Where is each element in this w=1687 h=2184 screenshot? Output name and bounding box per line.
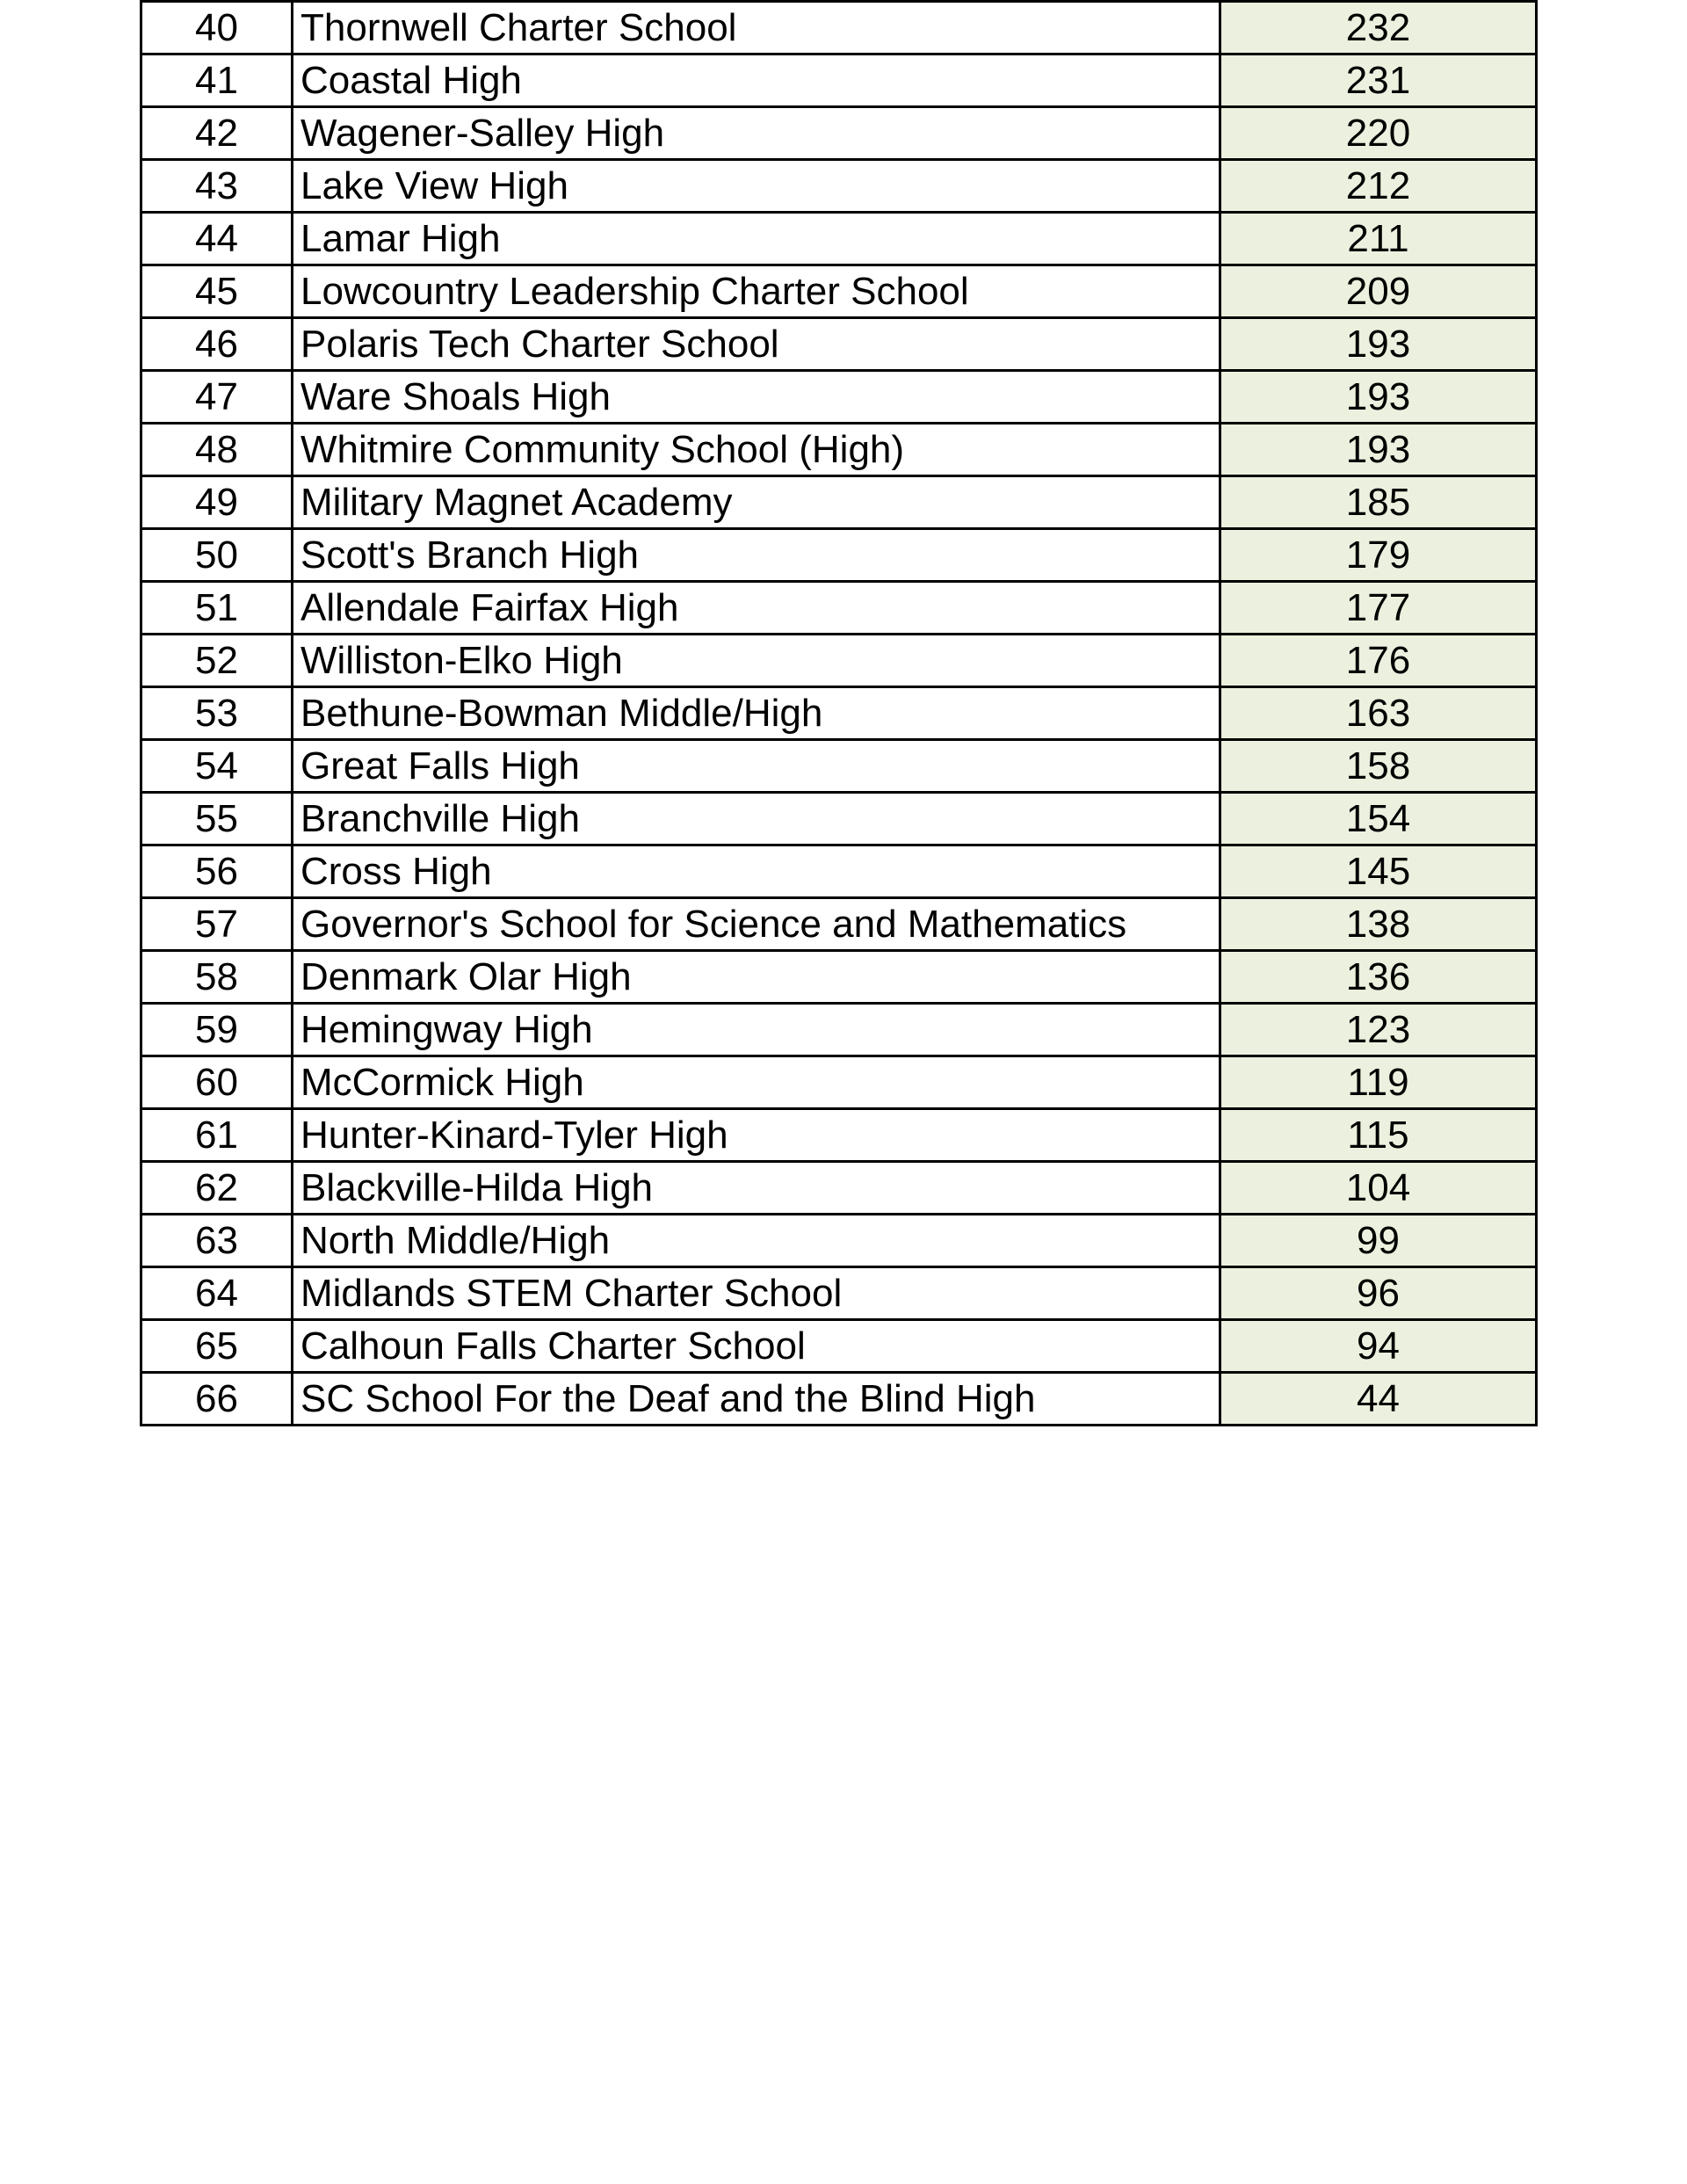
table-row xyxy=(141,793,1537,845)
table-row xyxy=(141,529,1537,582)
count-cell: 99 xyxy=(1220,1215,1537,1267)
rank-cell: 56 xyxy=(141,845,293,898)
school-name-cell: Coastal High xyxy=(293,54,1220,107)
school-name-cell: Governor's School for Science and Mathematics xyxy=(293,898,1220,951)
school-name-cell: Wagener-Salley High xyxy=(293,107,1220,160)
count-cell: 212 xyxy=(1220,160,1537,213)
count-cell: 145 xyxy=(1220,845,1537,898)
count-cell: 136 xyxy=(1220,951,1537,1004)
table-row xyxy=(141,1004,1537,1056)
table-row xyxy=(141,845,1537,898)
count-cell: 123 xyxy=(1220,1004,1537,1056)
rank-cell: 42 xyxy=(141,107,293,160)
school-name-cell: Polaris Tech Charter School xyxy=(293,318,1220,371)
table-row xyxy=(141,424,1537,476)
school-name-cell: North Middle/High xyxy=(293,1215,1220,1267)
school-name-cell: Hunter-Kinard-Tyler High xyxy=(293,1109,1220,1162)
table-row xyxy=(141,213,1537,265)
school-name-cell: Ware Shoals High xyxy=(293,371,1220,424)
table-row xyxy=(141,635,1537,687)
school-name-cell: Cross High xyxy=(293,845,1220,898)
rank-cell: 46 xyxy=(141,318,293,371)
school-name-cell: Allendale Fairfax High xyxy=(293,582,1220,635)
school-name-cell: Midlands STEM Charter School xyxy=(293,1267,1220,1320)
rank-cell: 61 xyxy=(141,1109,293,1162)
rank-cell: 60 xyxy=(141,1056,293,1109)
table-row xyxy=(141,476,1537,529)
count-cell: 231 xyxy=(1220,54,1537,107)
table-row xyxy=(141,1373,1537,1426)
school-name-cell: Williston-Elko High xyxy=(293,635,1220,687)
count-cell: 211 xyxy=(1220,213,1537,265)
table-row xyxy=(141,371,1537,424)
table-row xyxy=(141,1162,1537,1215)
rank-cell: 63 xyxy=(141,1215,293,1267)
rank-cell: 66 xyxy=(141,1373,293,1426)
school-name-cell: Blackville-Hilda High xyxy=(293,1162,1220,1215)
count-cell: 177 xyxy=(1220,582,1537,635)
rank-cell: 53 xyxy=(141,687,293,740)
rank-cell: 62 xyxy=(141,1162,293,1215)
table-row xyxy=(141,107,1537,160)
school-name-cell: Great Falls High xyxy=(293,740,1220,793)
table-row xyxy=(141,318,1537,371)
rank-cell: 58 xyxy=(141,951,293,1004)
rank-cell: 55 xyxy=(141,793,293,845)
table-row xyxy=(141,687,1537,740)
rank-cell: 45 xyxy=(141,265,293,318)
count-cell: 179 xyxy=(1220,529,1537,582)
school-name-cell: Calhoun Falls Charter School xyxy=(293,1320,1220,1373)
table-row xyxy=(141,582,1537,635)
school-name-cell: Scott's Branch High xyxy=(293,529,1220,582)
table-row xyxy=(141,1267,1537,1320)
school-name-cell: SC School For the Deaf and the Blind High xyxy=(293,1373,1220,1426)
count-cell: 104 xyxy=(1220,1162,1537,1215)
table-row xyxy=(141,951,1537,1004)
table-row xyxy=(141,160,1537,213)
school-name-cell: Thornwell Charter School xyxy=(293,2,1220,54)
rank-cell: 48 xyxy=(141,424,293,476)
rank-cell: 57 xyxy=(141,898,293,951)
rank-cell: 40 xyxy=(141,2,293,54)
table-row xyxy=(141,265,1537,318)
count-cell: 94 xyxy=(1220,1320,1537,1373)
count-cell: 185 xyxy=(1220,476,1537,529)
rank-cell: 41 xyxy=(141,54,293,107)
table-row xyxy=(141,1109,1537,1162)
school-name-cell: Lake View High xyxy=(293,160,1220,213)
count-cell: 158 xyxy=(1220,740,1537,793)
count-cell: 193 xyxy=(1220,424,1537,476)
school-name-cell: Hemingway High xyxy=(293,1004,1220,1056)
school-name-cell: Whitmire Community School (High) xyxy=(293,424,1220,476)
rank-cell: 43 xyxy=(141,160,293,213)
table-row xyxy=(141,54,1537,107)
count-cell: 96 xyxy=(1220,1267,1537,1320)
table-row xyxy=(141,1215,1537,1267)
school-name-cell: Bethune-Bowman Middle/High xyxy=(293,687,1220,740)
count-cell: 176 xyxy=(1220,635,1537,687)
school-name-cell: Lowcountry Leadership Charter School xyxy=(293,265,1220,318)
count-cell: 44 xyxy=(1220,1373,1537,1426)
ranking-table-body xyxy=(141,2,1537,1426)
count-cell: 115 xyxy=(1220,1109,1537,1162)
count-cell: 119 xyxy=(1220,1056,1537,1109)
count-cell: 209 xyxy=(1220,265,1537,318)
school-name-cell: Branchville High xyxy=(293,793,1220,845)
rank-cell: 44 xyxy=(141,213,293,265)
school-name-cell: Military Magnet Academy xyxy=(293,476,1220,529)
table-row xyxy=(141,1320,1537,1373)
table-row xyxy=(141,1056,1537,1109)
rank-cell: 64 xyxy=(141,1267,293,1320)
rank-cell: 52 xyxy=(141,635,293,687)
count-cell: 193 xyxy=(1220,371,1537,424)
table-row xyxy=(141,740,1537,793)
rank-cell: 50 xyxy=(141,529,293,582)
rank-cell: 47 xyxy=(141,371,293,424)
table-row xyxy=(141,898,1537,951)
rank-cell: 65 xyxy=(141,1320,293,1373)
rank-cell: 51 xyxy=(141,582,293,635)
school-name-cell: Lamar High xyxy=(293,213,1220,265)
count-cell: 220 xyxy=(1220,107,1537,160)
table-row xyxy=(141,2,1537,54)
count-cell: 154 xyxy=(1220,793,1537,845)
rank-cell: 59 xyxy=(141,1004,293,1056)
rank-cell: 49 xyxy=(141,476,293,529)
count-cell: 163 xyxy=(1220,687,1537,740)
count-cell: 193 xyxy=(1220,318,1537,371)
rank-cell: 54 xyxy=(141,740,293,793)
count-cell: 138 xyxy=(1220,898,1537,951)
school-name-cell: McCormick High xyxy=(293,1056,1220,1109)
school-ranking-table xyxy=(140,0,1538,1426)
count-cell: 232 xyxy=(1220,2,1537,54)
school-name-cell: Denmark Olar High xyxy=(293,951,1220,1004)
